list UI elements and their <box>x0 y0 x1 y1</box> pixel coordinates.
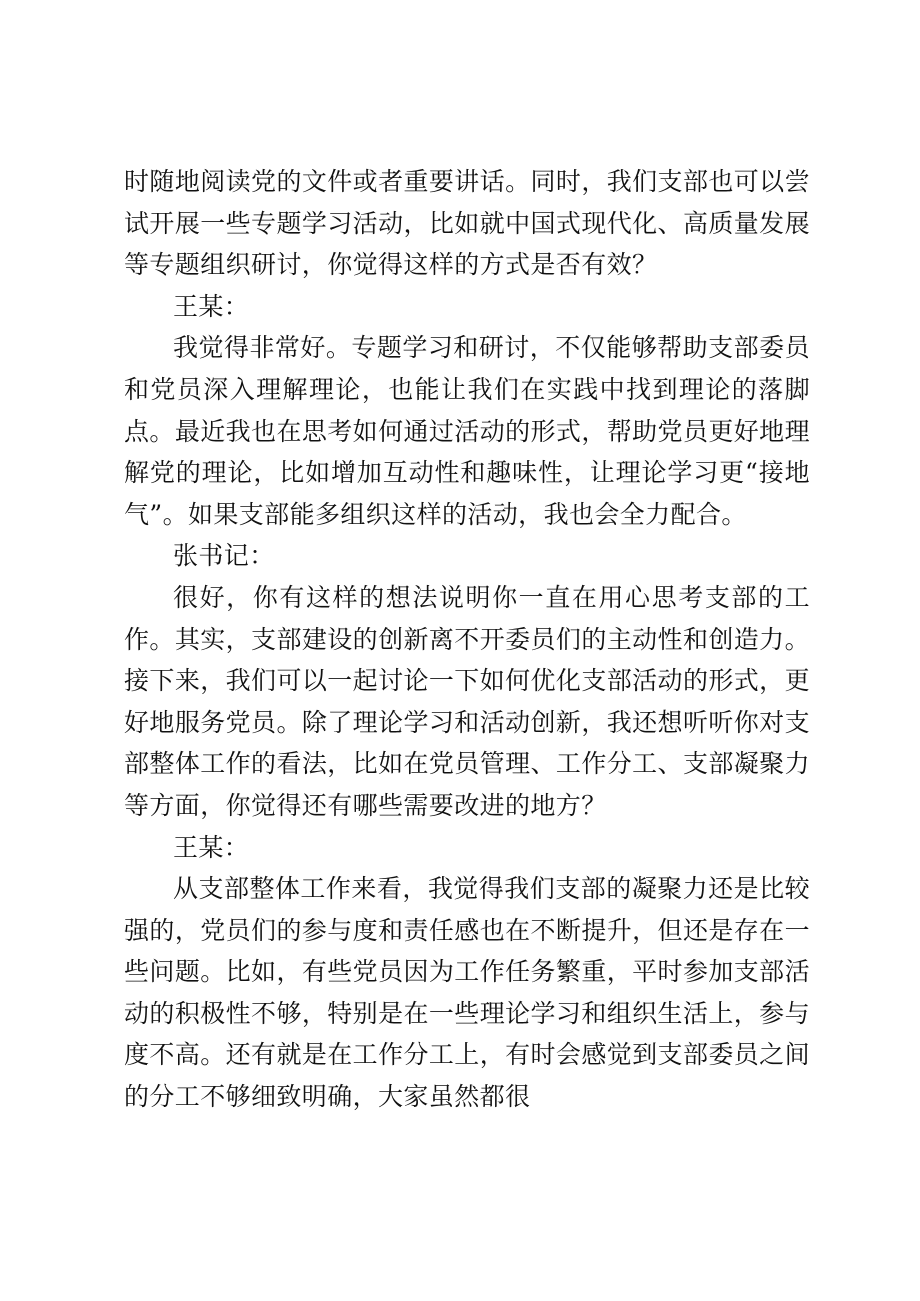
speaker-label-wang-2: 王某： <box>173 832 250 862</box>
paragraph-continuation: 时随地阅读党的文件或者重要讲话。同时，我们支部也可以尝试开展一些专题学习活动，比如就中国式现代化、高质量发展等专题组织研讨，你觉得这样的方式是否有效？ <box>124 167 810 280</box>
document-body <box>124 161 810 1118</box>
paragraph-wang-reply-2: 从支部整体工作来看，我觉得我们支部的凝聚力还是比较强的，党员们的参与度和责任感也在不断提升，但还是存在一些问题。比如，有些党员因为工作任务繁重，平时参加支部活动的积极性不够，特别是在一些理论学习和组织生活上，参与度不高。还有就是在工作分工上，有时会感觉到支部委员之间的分工不够细致明确，大家虽然都很 <box>124 874 810 1112</box>
speaker-label-zhang: 张书记： <box>173 541 275 571</box>
paragraph-wang-reply-1: 我觉得非常好。专题学习和研讨，不仅能够帮助支部委员和党员深入理解理论，也能让我们在实践中找到理论的落脚点。最近我也在思考如何通过活动的形式，帮助党员更好地理解党的理论，比如增加互动性和趣味性，让理论学习更“接地气”。如果支部能多组织这样的活动，我也会全力配合。 <box>124 333 810 529</box>
paragraph-zhang-reply: 很好，你有这样的想法说明你一直在用心思考支部的工作。其实，支部建设的创新离不开委员们的主动性和创造力。接下来，我们可以一起讨论一下如何优化支部活动的形式，更好地服务党员。除了理论学习和活动创新，我还想听听你对支部整体工作的看法，比如在党员管理、工作分工、支部凝聚力等方面，你觉得还有哪些需要改进的地方？ <box>124 582 810 820</box>
speaker-label-wang: 王某： <box>173 291 250 321</box>
